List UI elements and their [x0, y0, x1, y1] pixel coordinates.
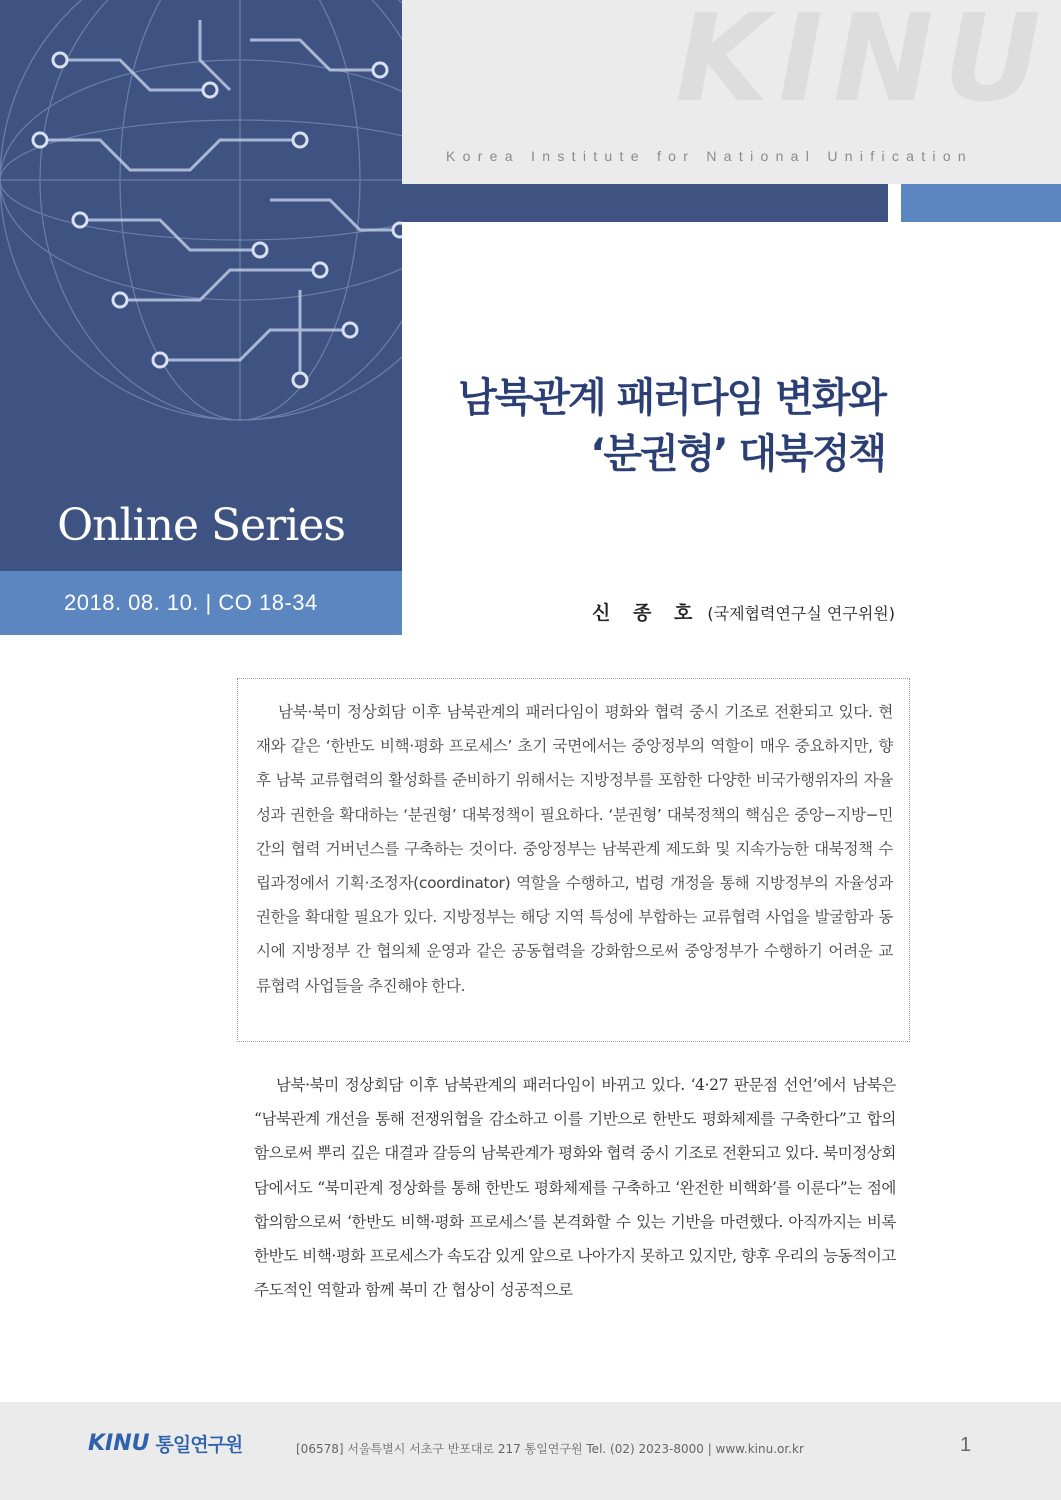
- body-section: [254, 1068, 896, 1307]
- circuit-globe-illustration: [0, 0, 402, 571]
- footer-address: [06578] 서울특별시 서초구 반포대로 217 통일연구원 Tel. (02) 2023-8000 | www.kinu.or.kr: [296, 1442, 804, 1456]
- page-footer: [0, 1402, 1061, 1500]
- kinu-watermark-logo: KINU: [675, 0, 1051, 129]
- kinu-logo-mark: KINU: [88, 1431, 150, 1456]
- document-title: [458, 370, 885, 482]
- summary-box: [237, 678, 910, 1042]
- header-banner: [402, 0, 1061, 184]
- summary-text: 남북·북미 정상회담 이후 남북관계의 패러다임이 평화와 협력 중시 기조로 전환되고 있다. 현재와 같은 ‘한반도 비핵·평화 프로세스’ 초기 국면에서는 중앙정부의 역할이 매우 중요하지만, 향후 남북 교류협력의 활성화를 준비하기 위해서는 지방정부를 포함한 다양한 비국가행위자의 자율성과 권한을 확대하는 ‘분권형’ 대북정책이 필요하다. ‘분권형’ 대북정책의 핵심은 중앙−지방−민간의 협력 거버넌스를 구축하는 것이다. 중앙정부는 남북관계 제도화 및 지속가능한 대북정책 수립과정에서 기획·조정자(coordinator) 역할을 수행하고, 법령 개정을 통해 지방정부의 자율성과 권한을 확대할 필요가 있다. 지방정부는 해당 지역 특성에 부합하는 교류협력 사업을 발굴함과 동시에 지방정부 간 협의체 운영과 같은 공동협력을 강화함으로써 중앙정부가 수행하기 어려운 교류협력 사업들을 추진해야 한다.: [256, 703, 893, 995]
- page-number: 1: [960, 1434, 972, 1456]
- author-name: 신 종 호: [592, 602, 701, 624]
- author-line: [592, 598, 895, 625]
- institute-name: Korea Institute for National Unification: [446, 148, 974, 164]
- cover-left-panel: [0, 0, 402, 571]
- series-title: Online Series: [57, 500, 345, 551]
- decorative-bar-light: [901, 184, 1061, 222]
- author-affiliation: (국제협력연구실 연구위원): [707, 604, 895, 623]
- decorative-bar-dark: [402, 184, 888, 222]
- kinu-logo: [88, 1430, 242, 1457]
- kinu-logo-name: 통일연구원: [155, 1434, 243, 1456]
- body-paragraph: 남북·북미 정상회담 이후 남북관계의 패러다임이 바뀌고 있다. ‘4·27 판문점 선언’에서 남북은 “남북관계 개선을 통해 전쟁위협을 감소하고 이를 기반으로 한반도 평화체제를 구축한다”고 합의함으로써 뿌리 깊은 대결과 갈등의 남북관계가 평화와 협력 중시 기조로 전환되고 있다. 북미정상회담에서도 “북미관계 정상화를 통해 한반도 평화체제를 구축하고 ‘완전한 비핵화’를 이룬다”는 점에 합의함으로써 ‘한반도 비핵·평화 프로세스’를 본격화할 수 있는 기반을 마련했다. 아직까지는 비록 한반도 비핵·평화 프로세스가 속도감 있게 앞으로 나아가지 못하고 있지만, 향후 우리의 능동적이고 주도적인 역할과 함께 북미 간 협상이 성공적으로: [254, 1076, 896, 1300]
- date-code-bar: 2018. 08. 10. | CO 18-34: [0, 571, 402, 635]
- title-line-2: ‘분권형’ 대북정책: [590, 431, 885, 477]
- title-line-1: 남북관계 패러다임 변화와: [458, 375, 885, 421]
